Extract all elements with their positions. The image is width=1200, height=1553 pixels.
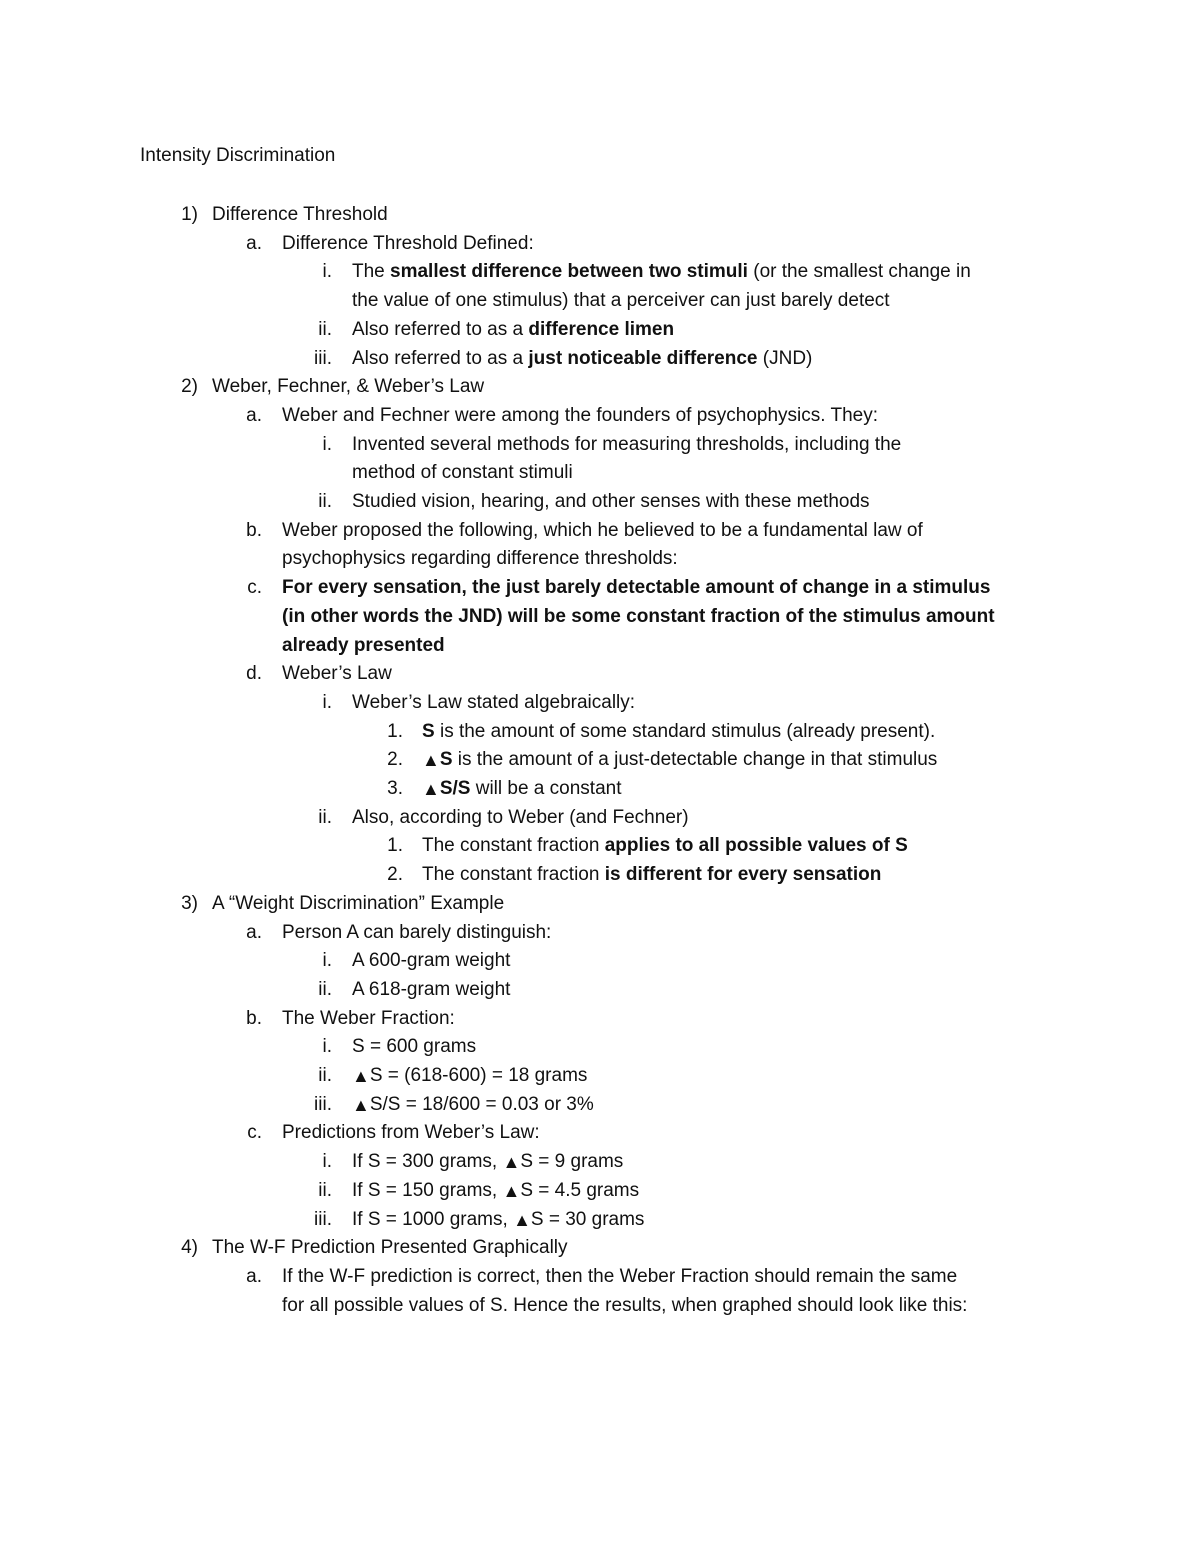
- delta-triangle-icon: ▲: [422, 750, 440, 771]
- list-marker: a.: [246, 921, 262, 943]
- list-marker: c.: [247, 577, 262, 599]
- line-text: [352, 1090, 594, 1119]
- text-run: S = (618-600) = 18 grams: [369, 1065, 588, 1086]
- text-run: (or the smallest change in: [747, 261, 971, 283]
- line-text: [352, 430, 901, 459]
- text-run: A 618-gram weight: [352, 978, 511, 1000]
- outline-line: [0, 860, 1200, 889]
- outline-line: [0, 1147, 1200, 1176]
- text-run: S/S = 18/600 = 0.03 or 3%: [369, 1093, 594, 1115]
- outline-line: [0, 717, 1200, 746]
- outline-line: [0, 544, 1200, 573]
- line-text: [352, 803, 689, 832]
- list-marker: iii.: [314, 1208, 332, 1230]
- text-run: Difference Threshold Defined:: [282, 232, 534, 254]
- outline-line: [0, 344, 1200, 373]
- outline-line: [0, 774, 1200, 803]
- text-run: for all possible values of S. Hence the results, when graphed should look like this:: [282, 1294, 968, 1316]
- list-marker: 4): [181, 1237, 198, 1259]
- outline-line: [0, 831, 1200, 860]
- text-run: Weber’s Law stated algebraically:: [352, 691, 636, 713]
- bold-text: already presented: [282, 634, 445, 656]
- line-text: [352, 1147, 623, 1176]
- outline-line: [0, 631, 1200, 660]
- line-text: [422, 831, 908, 860]
- line-text: [212, 200, 388, 229]
- line-text: [282, 1291, 967, 1320]
- list-marker: i.: [322, 1151, 332, 1173]
- line-text: [352, 286, 890, 315]
- line-text: [422, 717, 935, 746]
- list-marker: ii.: [318, 1065, 332, 1086]
- bold-text: S: [422, 720, 435, 742]
- bold-text: applies to all possible values of S: [604, 835, 908, 857]
- list-marker: 3.: [387, 778, 403, 799]
- text-run: A “Weight Discrimination” Example: [212, 892, 505, 914]
- outline-line: [0, 315, 1200, 344]
- outline-line: [0, 1032, 1200, 1061]
- outline-line: [0, 1176, 1200, 1205]
- outline-line: [0, 688, 1200, 717]
- text-run: S = 30 grams: [530, 1208, 645, 1230]
- list-marker: d.: [246, 663, 262, 685]
- line-text: [282, 631, 445, 660]
- line-text: [212, 372, 484, 401]
- outline-line: [0, 918, 1200, 947]
- line-text: [212, 1233, 568, 1262]
- line-text: [422, 774, 621, 803]
- text-run: psychophysics regarding difference thresholds:: [282, 548, 678, 570]
- text-run: Also referred to as a: [352, 347, 529, 369]
- text-run: Weber proposed the following, which he believed to be a fundamental law of: [282, 519, 923, 541]
- text-run: If the W-F prediction is correct, then the Weber Fraction should remain the same: [282, 1265, 958, 1287]
- line-text: [352, 458, 573, 487]
- outline-line: [0, 1090, 1200, 1119]
- list-marker: i.: [322, 1036, 332, 1058]
- list-marker: i.: [322, 433, 332, 455]
- outline-line: [0, 602, 1200, 631]
- page-title: Intensity Discrimination: [140, 145, 336, 166]
- bold-text: For every sensation, the just barely detectable amount of change in a stimulus: [282, 577, 991, 599]
- list-marker: c.: [247, 1122, 262, 1144]
- list-marker: ii.: [318, 1179, 332, 1201]
- line-text: [352, 688, 635, 717]
- list-marker: b.: [246, 1007, 262, 1029]
- list-marker: 2.: [387, 864, 403, 886]
- outline-line: [0, 401, 1200, 430]
- bold-text: S/S: [439, 778, 471, 799]
- line-text: [282, 659, 392, 688]
- delta-triangle-icon: ▲: [502, 1180, 521, 1201]
- outline-line: [0, 975, 1200, 1004]
- text-run: S = 4.5 grams: [520, 1179, 640, 1201]
- bold-text: smallest difference between two stimuli: [390, 261, 748, 283]
- list-marker: 1): [181, 204, 198, 225]
- outline-line: [0, 516, 1200, 545]
- list-marker: iii.: [314, 1093, 332, 1115]
- line-text: [352, 487, 870, 516]
- line-text: [282, 573, 990, 602]
- line-text: [282, 602, 995, 631]
- bold-text: (in other words the JND) will be some constant fraction of the stimulus amount: [282, 605, 995, 627]
- list-marker: ii.: [318, 318, 332, 340]
- list-marker: 1.: [387, 720, 403, 742]
- text-run: Also, according to Weber (and Fechner): [352, 806, 689, 828]
- list-marker: i.: [322, 261, 332, 283]
- line-text: [282, 544, 678, 573]
- outline-line: [0, 372, 1200, 401]
- delta-triangle-icon: ▲: [422, 779, 440, 799]
- line-text: [282, 229, 534, 258]
- text-run: method of constant stimuli: [352, 462, 573, 484]
- line-text: [212, 889, 504, 918]
- outline-line: [0, 946, 1200, 975]
- line-text: [352, 344, 812, 373]
- line-text: [282, 1118, 540, 1147]
- outline-line: [0, 573, 1200, 602]
- list-marker: 2): [181, 376, 198, 398]
- list-marker: ii.: [318, 491, 332, 512]
- text-run: Also referred to as a: [352, 318, 529, 340]
- outline-line: [0, 229, 1200, 258]
- text-run: Person A can barely distinguish:: [282, 921, 552, 943]
- line-text: [352, 1061, 587, 1090]
- outline-line: [0, 1291, 1200, 1320]
- outline-line: [0, 1205, 1200, 1234]
- outline-line: [0, 257, 1200, 286]
- list-marker: 3): [181, 892, 198, 914]
- list-marker: ii.: [318, 806, 332, 828]
- bold-text: difference limen: [528, 318, 675, 340]
- list-marker: a.: [246, 1265, 262, 1287]
- bold-text: is different for every sensation: [604, 864, 882, 886]
- outline-line: [0, 803, 1200, 832]
- line-text: [352, 1176, 639, 1205]
- delta-triangle-icon: ▲: [513, 1209, 531, 1230]
- line-text: [282, 516, 923, 545]
- bold-text: just noticeable difference: [528, 347, 758, 369]
- delta-triangle-icon: ▲: [502, 1152, 521, 1173]
- list-marker: ii.: [318, 978, 332, 1000]
- text-run: the value of one stimulus) that a perceiver can just barely detect: [352, 290, 890, 312]
- outline-line: [0, 1004, 1200, 1033]
- outline-line: [0, 200, 1200, 229]
- line-text: [352, 946, 510, 975]
- delta-triangle-icon: ▲: [352, 1066, 370, 1086]
- line-text: [422, 745, 937, 774]
- text-run: Weber, Fechner, & Weber’s Law: [212, 376, 485, 398]
- line-text: [352, 257, 971, 286]
- text-run: If S = 300 grams,: [352, 1151, 503, 1173]
- text-run: The W-F Prediction Presented Graphically: [212, 1237, 568, 1259]
- text-run: is the amount of some standard stimulus (already present).: [434, 720, 936, 742]
- line-text: [282, 1262, 957, 1291]
- list-marker: 2.: [387, 749, 403, 771]
- list-marker: b.: [246, 519, 262, 541]
- line-text: [422, 860, 881, 889]
- text-run: Invented several methods for measuring thresholds, including the: [352, 433, 902, 455]
- list-marker: a.: [246, 232, 262, 254]
- outline-line: [0, 889, 1200, 918]
- list-marker: i.: [322, 950, 332, 972]
- text-run: The constant fraction: [422, 864, 605, 886]
- outline-line: [0, 745, 1200, 774]
- outline-line: [0, 1262, 1200, 1291]
- text-run: Weber and Fechner were among the founders of psychophysics. They:: [282, 404, 879, 426]
- list-marker: a.: [246, 404, 262, 426]
- list-marker: i.: [322, 691, 332, 713]
- delta-triangle-icon: ▲: [352, 1094, 370, 1115]
- text-run: If S = 1000 grams,: [352, 1208, 514, 1230]
- list-marker: 1.: [387, 835, 403, 857]
- text-run: The: [352, 261, 391, 283]
- text-run: will be a constant: [470, 778, 622, 799]
- text-run: A 600-gram weight: [352, 950, 511, 972]
- text-run: Predictions from Weber’s Law:: [282, 1122, 540, 1144]
- text-run: is the amount of a just-detectable change in that stimulus: [452, 749, 938, 771]
- line-text: [282, 918, 551, 947]
- outline-line: [0, 659, 1200, 688]
- text-run: Weber’s Law: [282, 663, 392, 685]
- text-run: If S = 150 grams,: [352, 1179, 503, 1201]
- text-run: S = 600 grams: [352, 1036, 477, 1058]
- line-text: [352, 315, 674, 344]
- outline-line: [0, 487, 1200, 516]
- line-text: [352, 1032, 476, 1061]
- outline-line: [0, 1118, 1200, 1147]
- line-text: [352, 1205, 644, 1234]
- line-text: [282, 1004, 455, 1033]
- text-run: The constant fraction: [422, 835, 605, 857]
- outline-line: [0, 458, 1200, 487]
- text-run: Studied vision, hearing, and other senses with these methods: [352, 491, 870, 512]
- text-run: The Weber Fraction:: [282, 1007, 455, 1029]
- text-run: Difference Threshold: [212, 204, 388, 225]
- outline-line: [0, 1061, 1200, 1090]
- outline-line: [0, 1233, 1200, 1262]
- line-text: [352, 975, 510, 1004]
- outline-line: [0, 286, 1200, 315]
- text-run: (JND): [757, 347, 813, 369]
- line-text: [282, 401, 878, 430]
- text-run: S = 9 grams: [520, 1151, 624, 1173]
- bold-text: S: [439, 749, 453, 771]
- list-marker: iii.: [314, 347, 332, 369]
- outline-line: [0, 430, 1200, 459]
